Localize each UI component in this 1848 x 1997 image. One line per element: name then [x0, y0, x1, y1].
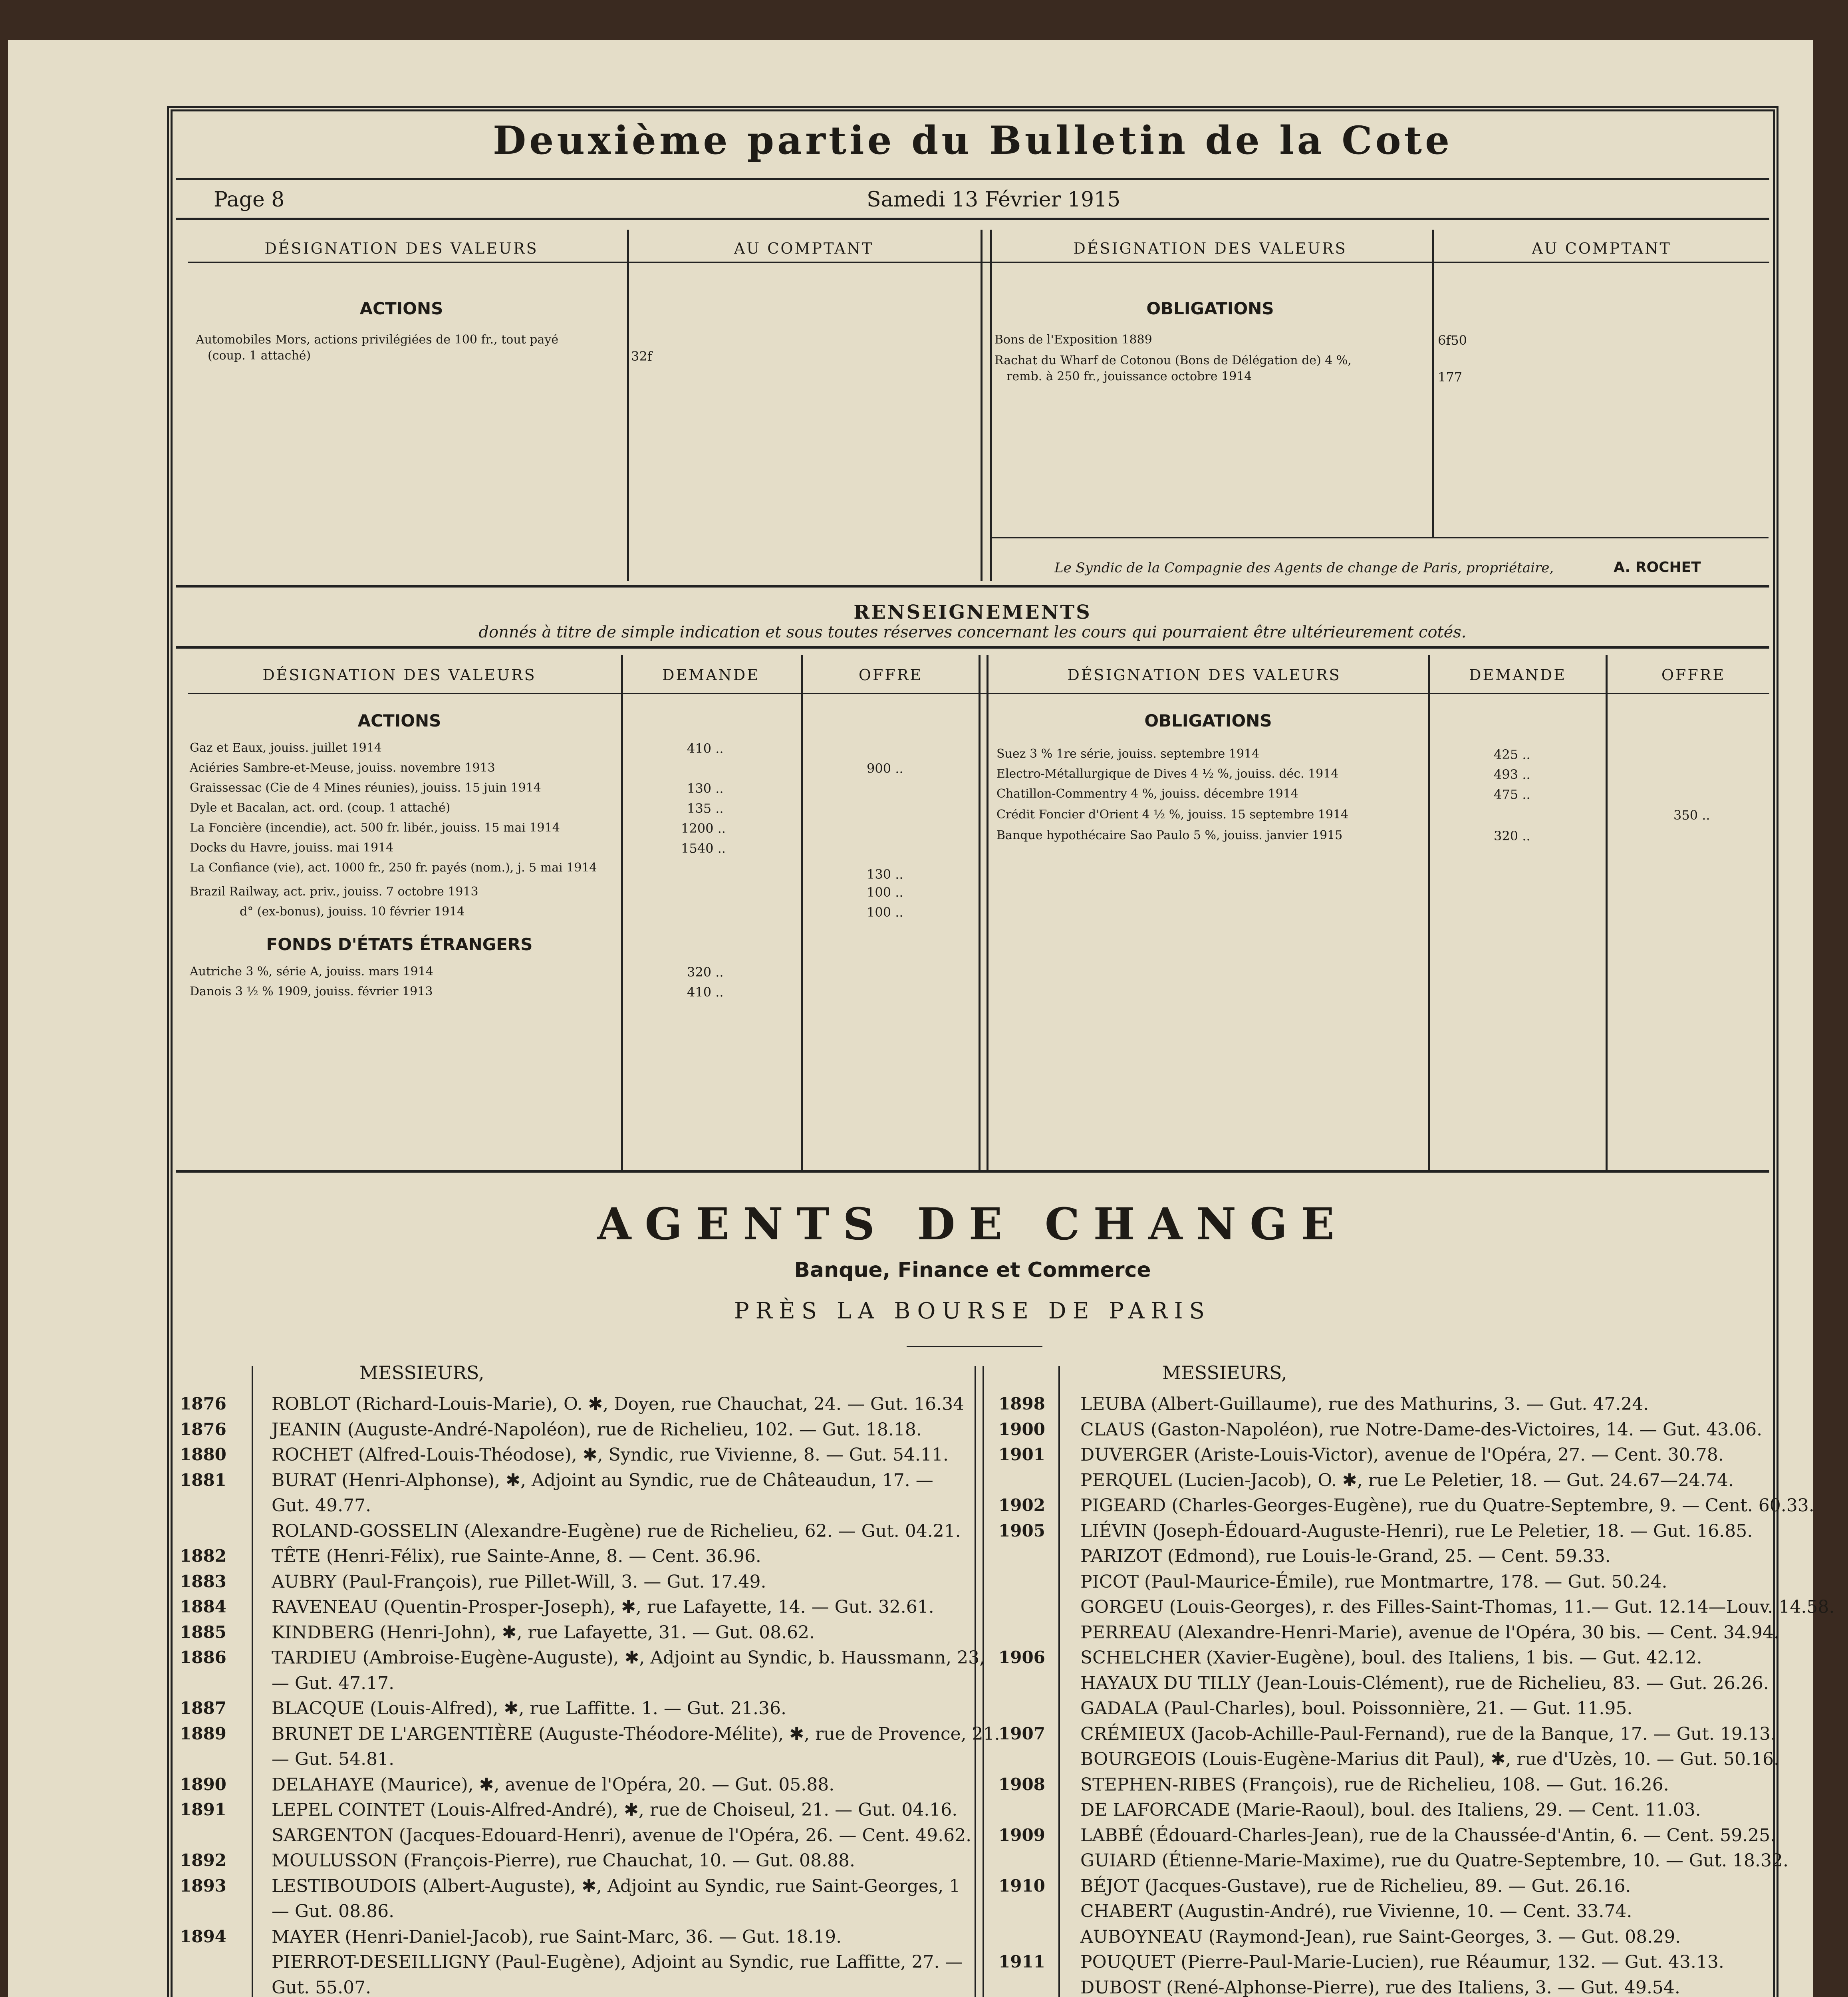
agent-entry: — Gut. 08.86.: [272, 1901, 395, 1922]
agent-year: 1890: [180, 1774, 226, 1794]
rens-row: Dyle et Bacalan, act. ord. (coup. 1 attaché): [190, 801, 451, 815]
agents-subtitle2: PRÈS LA BOURSE DE PARIS: [734, 1298, 1211, 1324]
col-sep: [981, 230, 983, 581]
agent-year: 1906: [998, 1648, 1045, 1667]
col-sep: [979, 655, 981, 1170]
section-obligations: OBLIGATIONS: [1146, 299, 1274, 318]
section-fonds-etats: FONDS D'ÉTATS ÉTRANGERS: [266, 935, 533, 954]
top-left-row: Automobiles Mors, actions privilégiées de 100 fr., tout payé: [196, 333, 559, 347]
agent-entry: Gut. 55.07.: [272, 1977, 371, 1997]
col-sep: [987, 655, 989, 1170]
agent-entry: GADALA (Paul-Charles), boul. Poissonnière, 21. — Gut. 11.95.: [1080, 1698, 1633, 1719]
agent-year: 1909: [998, 1825, 1045, 1845]
agent-year: 1886: [180, 1648, 226, 1667]
rens-demande: 1200 ..: [681, 821, 726, 836]
messieurs-right: MESSIEURS,: [1162, 1362, 1287, 1384]
rens-offre: 900 ..: [867, 761, 903, 776]
messieurs-left: MESSIEURS,: [359, 1362, 484, 1384]
agent-entry: — Gut. 54.81.: [272, 1749, 395, 1769]
agent-entry: ROCHET (Alfred-Louis-Théodose), ✱, Syndic, rue Vivienne, 8. — Gut. 54.11.: [272, 1445, 949, 1465]
col-head-designation: DÉSIGNATION DES VALEURS: [262, 666, 536, 684]
agent-year: 1887: [180, 1698, 226, 1718]
agent-entry: SCHELCHER (Xavier-Eugène), boul. des Italiens, 1 bis. — Gut. 42.12.: [1080, 1648, 1702, 1668]
rens-row: Chatillon-Commentry 4 %, jouiss. décembre 1914: [996, 787, 1298, 801]
agent-entry: CRÉMIEUX (Jacob-Achille-Paul-Fernand), rue de la Banque, 17. — Gut. 19.13.: [1080, 1723, 1776, 1744]
agent-entry: KINDBERG (Henri-John), ✱, rue Lafayette, 31. — Gut. 08.62.: [272, 1622, 815, 1643]
col-head-designation: DÉSIGNATION DES VALEURS: [264, 240, 538, 257]
agent-entry: PERQUEL (Lucien-Jacob), O. ✱, rue Le Peletier, 18. — Gut. 24.67—24.74.: [1080, 1470, 1734, 1491]
divider: [990, 537, 1769, 538]
rens-row: Danois 3 ½ % 1909, jouiss. février 1913: [190, 985, 433, 998]
syndic-note: Le Syndic de la Compagnie des Agents de change de Paris, propriétaire,: [1054, 560, 1554, 576]
rens-demande: 493 ..: [1494, 767, 1530, 782]
agent-year: 1876: [180, 1419, 226, 1439]
ornament-rule: [907, 1346, 1042, 1347]
col-sep: [621, 655, 623, 1170]
divider: [176, 646, 1769, 649]
agent-year: 1907: [998, 1723, 1045, 1743]
divider: [176, 218, 1769, 220]
col-head-designation-right: DÉSIGNATION DES VALEURS: [1073, 240, 1347, 257]
rens-offre: 100 ..: [867, 905, 903, 920]
rens-demande: 475 ..: [1494, 787, 1530, 802]
agent-entry: TÊTE (Henri-Félix), rue Sainte-Anne, 8. — Cent. 36.96.: [272, 1546, 761, 1566]
agent-entry: Gut. 49.77.: [272, 1495, 371, 1516]
agent-year: 1880: [180, 1445, 226, 1464]
rens-demande: 425 ..: [1494, 747, 1530, 762]
agent-entry: AUBRY (Paul-François), rue Pillet-Will, 3. — Gut. 17.49.: [272, 1571, 766, 1592]
agent-entry: RAVENEAU (Quentin-Prosper-Joseph), ✱, rue Lafayette, 14. — Gut. 32.61.: [272, 1597, 934, 1617]
rens-demande: 1540 ..: [681, 841, 726, 856]
rens-demande: 135 ..: [687, 801, 724, 816]
agent-entry: MOULUSSON (François-Pierre), rue Chauchat, 10. — Gut. 08.88.: [272, 1850, 855, 1871]
rens-row: Gaz et Eaux, jouiss. juillet 1914: [190, 741, 382, 755]
rens-row: Autriche 3 %, série A, jouiss. mars 1914: [190, 965, 433, 979]
col-head-designation-right: DÉSIGNATION DES VALEURS: [1067, 666, 1341, 684]
agent-entry: BLACQUE (Louis-Alfred), ✱, rue Laffitte. 1. — Gut. 21.36.: [272, 1698, 786, 1719]
agent-entry: STEPHEN-RIBES (François), rue de Richelieu, 108. — Gut. 16.26.: [1080, 1774, 1669, 1795]
agent-year: 1883: [180, 1571, 226, 1591]
agent-year: 1901: [998, 1445, 1045, 1464]
agent-entry: HAYAUX DU TILLY (Jean-Louis-Clément), rue de Richelieu, 83. — Gut. 26.26.: [1080, 1673, 1769, 1693]
agent-year: 1885: [180, 1622, 226, 1642]
col-head-offre-right: OFFRE: [1661, 666, 1726, 684]
rens-offre: 130 ..: [867, 867, 903, 882]
agent-year: 1891: [180, 1800, 226, 1819]
rens-row: Electro-Métallurgique de Dives 4 ½ %, jouiss. déc. 1914: [996, 767, 1339, 781]
rens-row: La Foncière (incendie), act. 500 fr. libér., jouiss. 15 mai 1914: [190, 821, 560, 835]
page-number: Page 8: [214, 188, 285, 212]
agent-entry: POUQUET (Pierre-Paul-Marie-Lucien), rue Réaumur, 132. — Gut. 43.13.: [1080, 1952, 1724, 1972]
col-head-demande-right: DEMANDE: [1469, 666, 1566, 684]
rens-row: Graissessac (Cie de 4 Mines réunies), jouiss. 15 juin 1914: [190, 781, 541, 795]
agent-year: 1884: [180, 1597, 226, 1616]
col-sep: [983, 1366, 984, 1997]
agent-year: 1902: [998, 1495, 1045, 1515]
agents-title: AGENTS DE CHANGE: [597, 1198, 1348, 1250]
agent-entry: BÉJOT (Jacques-Gustave), rue de Richelieu, 89. — Gut. 26.16.: [1080, 1876, 1631, 1896]
rens-demande: 320 ..: [687, 965, 724, 980]
agent-year: 1892: [180, 1850, 226, 1870]
agent-year: 1889: [180, 1723, 226, 1743]
rens-row: Crédit Foncier d'Orient 4 ½ %, jouiss. 15 septembre 1914: [996, 808, 1349, 822]
col-sep: [801, 655, 803, 1170]
agent-entry: BRUNET DE L'ARGENTIÈRE (Auguste-Théodore-Mélite), ✱, rue de Provence, 21.: [272, 1723, 1000, 1744]
agent-entry: PERREAU (Alexandre-Henri-Marie), avenue de l'Opéra, 30 bis. — Cent. 34.94.: [1080, 1622, 1779, 1643]
rens-row: Suez 3 % 1re série, jouiss. septembre 1914: [996, 747, 1260, 761]
renseignements-subtitle: donnés à titre de simple indication et sous toutes réserves concernant les cours qui pourraient être ultérieurement cotés.: [478, 623, 1467, 641]
section-actions: ACTIONS: [357, 711, 441, 731]
agent-year: 1893: [180, 1876, 226, 1896]
agent-entry: BURAT (Henri-Alphonse), ✱, Adjoint au Syndic, rue de Châteaudun, 17. —: [272, 1470, 933, 1491]
col-sep: [1606, 655, 1608, 1170]
col-head-comptant: AU COMPTANT: [734, 240, 874, 257]
agent-entry: LEUBA (Albert-Guillaume), rue des Mathurins, 3. — Gut. 47.24.: [1080, 1394, 1649, 1414]
agent-entry: PIGEARD (Charles-Georges-Eugène), rue du Quatre-Septembre, 9. — Cent. 60.33.: [1080, 1495, 1814, 1516]
agent-year: 1905: [998, 1521, 1045, 1540]
agent-entry: TARDIEU (Ambroise-Eugène-Auguste), ✱, Adjoint au Syndic, b. Haussmann, 23,: [272, 1648, 985, 1668]
divider: [176, 178, 1769, 180]
rens-demande: 320 ..: [1494, 828, 1530, 844]
agent-entry: DE LAFORCADE (Marie-Raoul), boul. des Italiens, 29. — Cent. 11.03.: [1080, 1800, 1701, 1820]
top-left-row-sub: (coup. 1 attaché): [208, 349, 311, 363]
agent-entry: DUVERGER (Ariste-Louis-Victor), avenue de l'Opéra, 27. — Cent. 30.78.: [1080, 1445, 1724, 1465]
agent-entry: GORGEU (Louis-Georges), r. des Filles-Saint-Thomas, 11.— Gut. 12.14—Louv. 14.58.: [1080, 1597, 1835, 1617]
rens-row: Docks du Havre, jouiss. mai 1914: [190, 841, 394, 855]
agent-year: 1900: [998, 1419, 1045, 1439]
agents-subtitle: Banque, Finance et Commerce: [794, 1258, 1151, 1282]
section-obligations: OBLIGATIONS: [1144, 711, 1272, 731]
rens-row: La Confiance (vie), act. 1000 fr., 250 fr. payés (nom.), j. 5 mai 1914: [190, 861, 597, 875]
agent-entry: JEANIN (Auguste-André-Napoléon), rue de Richelieu, 102. — Gut. 18.18.: [272, 1419, 922, 1440]
agent-entry: MAYER (Henri-Daniel-Jacob), rue Saint-Marc, 36. — Gut. 18.19.: [272, 1926, 842, 1947]
top-right-row: Bons de l'Exposition 1889: [994, 333, 1152, 347]
col-head-demande: DEMANDE: [662, 666, 760, 684]
rens-row: Aciéries Sambre-et-Meuse, jouiss. novembre 1913: [190, 761, 495, 775]
agent-year: 1894: [180, 1926, 226, 1946]
divider: [188, 262, 1769, 263]
agent-entry: CLAUS (Gaston-Napoléon), rue Notre-Dame-des-Victoires, 14. — Gut. 43.06.: [1080, 1419, 1763, 1440]
col-head-offre: OFFRE: [858, 666, 923, 684]
col-sep: [1058, 1366, 1060, 1997]
agent-year: 1908: [998, 1774, 1045, 1794]
rens-row: Banque hypothécaire Sao Paulo 5 %, jouiss. janvier 1915: [996, 828, 1343, 842]
col-head-comptant-right: AU COMPTANT: [1532, 240, 1671, 257]
agent-entry: CHABERT (Augustin-André), rue Vivienne, 10. — Cent. 33.74.: [1080, 1901, 1632, 1922]
agent-year: 1881: [180, 1470, 226, 1490]
agent-year: 1876: [180, 1394, 226, 1413]
agent-year: 1882: [180, 1546, 226, 1566]
agent-entry: SARGENTON (Jacques-Edouard-Henri), avenue de l'Opéra, 26. — Cent. 49.62.: [272, 1825, 972, 1846]
agent-entry: PIERROT-DESEILLIGNY (Paul-Eugène), Adjoint au Syndic, rue Laffitte, 27. —: [272, 1952, 963, 1972]
agent-year: 1898: [998, 1394, 1045, 1413]
top-right-row: Rachat du Wharf de Cotonou (Bons de Délégation de) 4 %,: [994, 353, 1352, 367]
rens-offre: 350 ..: [1673, 808, 1710, 823]
rens-row: d° (ex-bonus), jouiss. 10 février 1914: [240, 905, 465, 919]
agent-entry: — Gut. 47.17.: [272, 1673, 395, 1693]
agent-entry: ROLAND-GOSSELIN (Alexandre-Eugène) rue de Richelieu, 62. — Gut. 04.21.: [272, 1521, 961, 1541]
col-sep: [1428, 655, 1430, 1170]
top-right-value: 6f50: [1438, 333, 1467, 348]
section-actions: ACTIONS: [359, 299, 443, 318]
top-left-value: 32f: [631, 349, 652, 364]
rens-offre: 100 ..: [867, 885, 903, 900]
divider: [176, 1170, 1769, 1173]
syndic-name: A. ROCHET: [1614, 559, 1701, 576]
col-sep: [975, 1366, 976, 1997]
agent-entry: LEPEL COINTET (Louis-Alfred-André), ✱, rue de Choiseul, 21. — Gut. 04.16.: [272, 1800, 958, 1820]
agent-entry: DUBOST (René-Alphonse-Pierre), rue des Italiens, 3. — Gut. 49.54.: [1080, 1977, 1680, 1997]
agent-year: 1911: [998, 1952, 1045, 1971]
renseignements-title: RENSEIGNEMENTS: [854, 601, 1092, 623]
agent-year: 1910: [998, 1876, 1045, 1896]
agent-entry: GUIARD (Étienne-Marie-Maxime), rue du Quatre-Septembre, 10. — Gut. 18.32.: [1080, 1850, 1788, 1871]
rens-row: Brazil Railway, act. priv., jouiss. 7 octobre 1913: [190, 885, 478, 899]
agent-entry: BOURGEOIS (Louis-Eugène-Marius dit Paul), ✱, rue d'Uzès, 10. — Gut. 50.16.: [1080, 1749, 1779, 1769]
divider: [176, 585, 1769, 588]
agent-entry: LIÉVIN (Joseph-Édouard-Auguste-Henri), rue Le Peletier, 18. — Gut. 16.85.: [1080, 1521, 1753, 1541]
top-right-value: 177: [1438, 369, 1463, 385]
page-title: Deuxième partie du Bulletin de la Cote: [492, 118, 1453, 163]
col-sep: [1432, 230, 1434, 537]
rens-demande: 130 ..: [687, 781, 724, 796]
rens-demande: 410 ..: [687, 985, 724, 1000]
agent-entry: AUBOYNEAU (Raymond-Jean), rue Saint-Georges, 3. — Gut. 08.29.: [1080, 1926, 1681, 1947]
agent-entry: PICOT (Paul-Maurice-Émile), rue Montmartre, 178. — Gut. 50.24.: [1080, 1571, 1667, 1592]
agent-entry: PARIZOT (Edmond), rue Louis-le-Grand, 25. — Cent. 59.33.: [1080, 1546, 1611, 1566]
agent-entry: ROBLOT (Richard-Louis-Marie), O. ✱, Doyen, rue Chauchat, 24. — Gut. 16.34: [272, 1394, 965, 1414]
col-sep: [627, 230, 629, 581]
top-right-row-sub: remb. à 250 fr., jouissance octobre 1914: [1006, 369, 1252, 383]
agent-entry: DELAHAYE (Maurice), ✱, avenue de l'Opéra, 20. — Gut. 05.88.: [272, 1774, 835, 1795]
agent-entry: LESTIBOUDOIS (Albert-Auguste), ✱, Adjoint au Syndic, rue Saint-Georges, 1: [272, 1876, 961, 1896]
rens-demande: 410 ..: [687, 741, 724, 756]
col-sep: [252, 1366, 253, 1997]
agent-entry: LABBÉ (Édouard-Charles-Jean), rue de la Chaussée-d'Antin, 6. — Cent. 59.25.: [1080, 1825, 1776, 1846]
col-sep: [990, 230, 992, 581]
issue-date: Samedi 13 Février 1915: [867, 188, 1121, 212]
